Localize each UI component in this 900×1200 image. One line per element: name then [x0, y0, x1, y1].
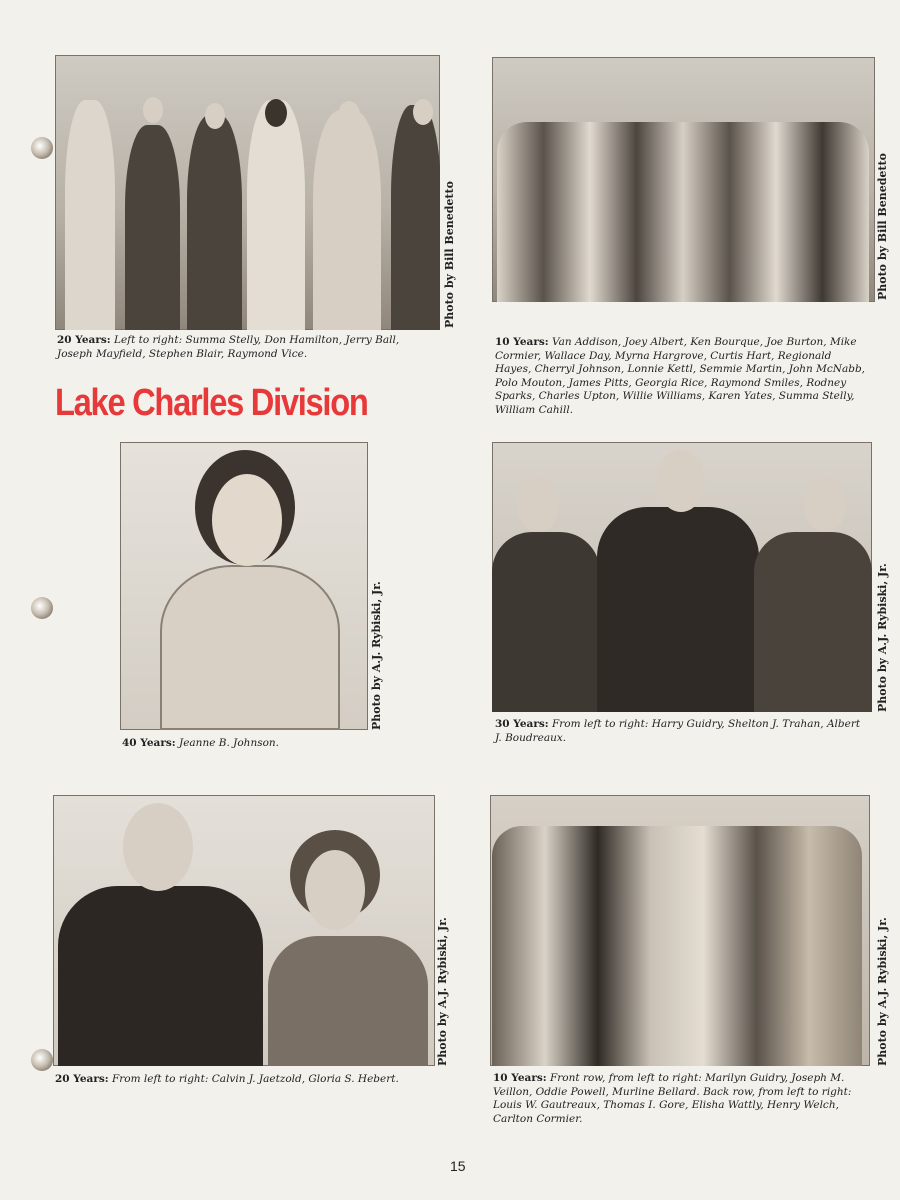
photo-credit: Photo by A.J. Rybiski, Jr.	[876, 563, 889, 712]
binder-hole	[31, 597, 53, 619]
photo-caption: 20 Years: Left to right: Summa Stelly, Don Hamilton, Jerry Ball, Joseph Mayfield, Stephen Blair, Raymond Vice.	[57, 334, 400, 360]
photo-caption: 30 Years: From left to right: Harry Guidry, Shelton J. Trahan, Albert J. Boudreaux.	[495, 718, 861, 744]
photo-caption: 10 Years: Front row, from left to right: Marilyn Guidry, Joseph M. Veillon, Oddie Powell, Murline Bellard. Back row, from left to right: Louis W. Gautreaux, Thomas I. Gore, Elisha Wattly, Henry Welch, Carlton Cormier.	[493, 1072, 852, 1125]
binder-hole	[31, 1049, 53, 1071]
photo-credit: Photo by Bill Benedetto	[876, 153, 889, 300]
section-title: Lake Charles Division	[55, 382, 368, 424]
photo-10-years-group	[490, 795, 870, 1066]
photo-caption: 40 Years: Jeanne B. Johnson.	[122, 737, 280, 749]
photo-credit: Photo by A.J. Rybiski, Jr.	[370, 581, 383, 730]
photo-credit: Photo by Bill Benedetto	[443, 181, 456, 328]
photo-caption: 10 Years: Van Addison, Joey Albert, Ken Bourque, Joe Burton, Mike Cormier, Wallace Day, Myrna Hargrove, Curtis Hart, Regionald Hayes, Cherryl Johnson, Lonnie Kettl, Semmie Martin, John McNabb, Polo Mouton, James Pitts, Georgia Rice, Raymond Smiles, Rodney Sparks, Charles Upton, Willie Williams, Karen Yates, Summa Stelly, William Cahill.	[495, 336, 866, 416]
binder-hole	[31, 137, 53, 159]
photo-20-years-pair	[53, 795, 435, 1066]
photo-10-years-large-group	[492, 57, 875, 302]
photo-credit: Photo by A.J. Rybiski, Jr.	[436, 917, 449, 1066]
photo-credit: Photo by A.J. Rybiski, Jr.	[876, 917, 889, 1066]
page-number: 15	[450, 1158, 466, 1174]
photo-40-years-portrait	[120, 442, 368, 730]
photo-30-years-group	[492, 442, 872, 712]
photo-caption: 20 Years: From left to right: Calvin J. Jaetzold, Gloria S. Hebert.	[55, 1073, 399, 1085]
photo-20-years-group	[55, 55, 440, 330]
